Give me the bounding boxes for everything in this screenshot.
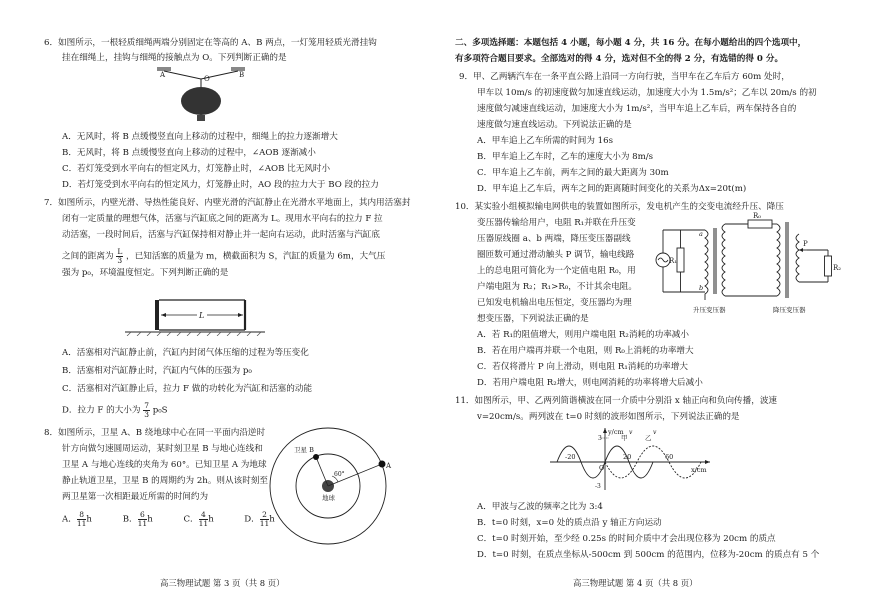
q11-label-n20: -20 [565,453,576,461]
q8-label-b: 卫星 B [294,446,314,454]
q7-option-c: C．活塞相对汽缸静止后，拉力 F 做的功转化为汽缸和活塞的动能 [62,384,313,394]
q10-option-d: D．若用户端电阻 R₂增大，则电网消耗的功率将增大后减小 [477,378,703,388]
section-heading-line2: 有多项符合题目要求。全部选对的得 4 分，选对但不全的得 2 分，有选错的得 0 分。 [455,54,784,64]
q11-label-p60: 60 [665,453,674,461]
q7-option-a: A．活塞相对汽缸静止前，汽缸内封闭气体压缩的过程为等压变化 [62,348,309,358]
q10-label-r1: R₁ [669,257,678,265]
q8-option-d-key: D． [244,514,260,525]
q8-stem-line5: 两卫星第一次相距最近所需的时间约为 [62,492,209,502]
q8-stem-line4: 静止轨道卫星，卫星 B 的周期约为 2h。则从该时刻至 [62,476,268,486]
q7-option-d-lead: D．拉力 F 的大小为 [62,405,141,416]
q11-label-v1: v [629,429,633,436]
q6-option-a: A．无风时，将 B 点缓慢竖直向上移动的过程中，细绳上的拉力逐渐增大 [62,132,338,142]
q7-frac-den: 3 [117,255,123,265]
q6-option-d: D．若灯笼受到水平向右的恒定风力，灯笼静止时，AO 段的拉力大于 BO 段的拉力 [62,180,379,190]
q9-option-b: B．甲车追上乙车时，乙车的速度大小为 8m/s [477,152,654,162]
q11-label-namp: -3 [595,483,601,490]
q8-label-earth: 地球 [322,494,335,502]
q11-wave-figure [545,424,715,494]
q8-c-unit: h [208,514,214,525]
q10-step-down-secondary [796,234,799,282]
q8-label-a: A [386,462,392,470]
q10-stem-line6: 户端电阻为 R₂；R₁>R₀，不计其余电阻。 [477,282,637,292]
q8-option-c [183,511,241,527]
q10-stem-line1: 10．某实验小组模拟输电网供电的装置如图所示，发电机产生的交变电流经升压、降压 [455,202,784,212]
q11-label-x: x/cm [691,466,707,474]
q7-option-d-fraction [143,402,150,418]
q10-stem-line7: 已知发电机输出电压恒定，变压器均为理 [477,298,632,308]
q8-d-den: 11 [259,518,270,528]
q8-stem-line3: 卫星 A 与地心连线的夹角为 60°。已知卫星 A 为地球 [62,460,267,470]
q10-label-step-down: 降压变压器 [773,306,806,314]
q10-step-up-secondary [722,224,725,296]
q8-satellite-a [379,461,386,468]
q10-option-a: A．若 R₁的阻值增大，则用户端电阻 R₂消耗的功率减小 [477,330,689,340]
q6-stem-line2: 挂在细绳上，挂钩与细绳的接触点为 O。下列判断正确的是 [62,53,287,63]
q11-label-yi: 乙 [645,434,652,442]
q8-option-a-fraction [77,511,87,527]
q10-stem-line4: 圈匝数可通过滑动触头 P 调节，输电线路 [477,250,635,260]
q8-a-den: 11 [76,518,87,528]
q10-step-up-primary [705,230,708,300]
q8-option-b-key: B． [122,514,138,525]
q6-option-b: B．无风时，将 B 点缓慢竖直向上移动的过程中，∠AOB 逐渐减小 [62,148,316,158]
q7-stem-line5: 强为 p₀，环境温度恒定。下列判断正确的是 [62,268,229,278]
q8-stem-line1: 8．如图所示，卫星 A、B 绕地球中心在同一平面内沿逆时 [44,428,266,438]
q6-rope-ao [164,71,201,79]
q8-label-angle: 60° [334,471,345,478]
q6-label-a: A [160,71,166,79]
q7-d-den: 3 [144,409,149,419]
q7-length-label: L [199,311,205,320]
q6-lantern-figure [155,65,255,125]
right-page-footer: 高三物理试题 第 4 页（共 8 页） [573,578,698,588]
q11-label-amp: 3 [598,435,602,442]
section-heading-line1: 二、多项选择题：本题包括 4 小题，每小题 4 分，共 16 分。在每小题给出的四个选项中， [455,38,807,48]
q7-d-num: 7 [144,401,149,410]
q8-b-unit: h [147,514,153,525]
q10-circuit-figure [653,210,845,320]
q11-option-b: B．t=0 时刻，x=0 处的质点沿 y 轴正方向运动 [477,518,662,528]
q8-option-c-key: C． [183,514,199,525]
q10-stem-line2: 变压器传输给用户，电阻 R₁并联在升压变 [477,218,636,228]
q8-c-den: 11 [198,518,209,528]
q8-option-a [62,511,120,527]
q10-stem-line8: 想变压器，下列说法正确的是 [477,314,589,324]
q10-stem-line3: 压器原线圈 a、b 两端，降压变压器副线 [477,234,631,244]
q11-option-d: D．t=0 时刻，在质点坐标从-500cm 到 500cm 的范围内，位移为-20cm 的质点有 5 个 [477,550,820,560]
q7-arrow-left [161,313,166,317]
q11-x-arrow [705,460,710,464]
q8-b-den: 11 [137,518,148,528]
q6-label-o: O [204,75,210,83]
q11-stem-line1: 11．如图所示，甲、乙两列简谐横波在同一介质中分别沿 x 轴正向和负向传播，波速 [455,396,778,406]
q10-option-c: C．若仅将滑片 P 向上滑动，则电阻 R₁消耗的功率增大 [477,362,688,372]
q7-ground-hatch [127,332,261,336]
q10-resistor-r0 [748,220,772,228]
q11-y-arrow [603,428,607,433]
q7-frac-num: L [117,247,123,256]
q11-option-a: A．甲波与乙波的频率之比为 3:4 [477,502,603,512]
q7-option-d [62,402,168,418]
q8-option-c-fraction [199,511,209,527]
q10-label-r0: R₀ [753,212,762,220]
q6-option-c: C．若灯笼受到水平向右的恒定风力，灯笼静止时，∠AOB 比无风时小 [62,164,331,174]
q10-option-b: B．若在用户端再并联一个电阻，则 R₀上消耗的功率增大 [477,346,694,356]
q8-b-num: 6 [138,511,148,520]
q7-piston [155,300,159,330]
q10-resistor-r2 [825,256,832,276]
q10-resistor-r1 [677,248,684,272]
q7-stem-line2: 闭有一定质量的理想气体，活塞与汽缸底之间的距离为 L。现用水平向右的拉力 F 拉 [62,214,383,224]
q8-c-num: 4 [199,511,209,520]
q11-label-jia: 甲 [621,434,628,442]
q7-stem-line3: 动活塞，一段时间后，活塞与汽缸保持相对静止并一起向右运动，此时活塞与汽缸底 [62,230,380,240]
q7-distance-lead: 之间的距离为 [62,251,114,262]
q8-option-b-fraction [138,511,148,527]
q8-a-num: 8 [77,511,87,520]
q7-stem-line4 [62,248,385,264]
left-page-footer: 高三物理试题 第 3 页（共 8 页） [160,578,285,588]
q6-label-b: B [239,71,245,79]
q8-option-b [123,511,181,527]
q6-lantern [181,87,221,115]
q11-label-y: y/cm [608,428,624,436]
q10-label-r2: R₂ [833,264,842,272]
q7-arrow-right [238,313,243,317]
q8-line-b [316,457,328,486]
q10-ac-symbol [658,258,668,262]
q10-slider-p-arrow [799,248,803,252]
q8-d-unit: h [269,514,275,525]
q9-option-a: A．甲车追上乙车所需的时间为 16s [477,136,614,146]
q11-label-p20: 20 [623,453,632,461]
q6-stem-line1: 6．如图所示，一根轻质细绳两端分别固定在等高的 A、B 两点，一灯笼用轻质光滑挂钩 [44,38,377,48]
q9-stem-line3: 速度做匀减速直线运动，加速度大小为 1m/s²，当甲车追上乙车后，两车保持各自的 [477,104,797,114]
q8-d-num: 2 [260,511,270,520]
q11-stem-line2: v=20cm/s。两列波在 t=0 时刻的波形如图所示，下列说法正确的是 [477,412,740,422]
q9-stem-line2: 甲车以 10m/s 的初速度做匀加速直线运动，加速度大小为 1.5m/s²；乙车以 20m/s 的初 [477,88,817,98]
q7-cylinder-figure [125,296,265,336]
q9-option-d: D．甲车追上乙车后，两车之间的距离随时间变化的关系为Δx=20t(m) [477,184,747,194]
q6-lantern-tassel [197,115,205,121]
q7-distance-fraction [116,248,123,264]
q10-label-step-up: 升压变压器 [693,306,726,314]
q8-option-a-key: A． [62,514,77,525]
q10-stem-line5: 上的总电阻可简化为一个定值电阻 R₀，用 [477,266,636,276]
q10-label-p: P [803,240,808,248]
q11-label-origin: O [599,464,605,472]
q8-satellite-b [313,454,319,460]
q7-option-d-tail: p₀S [152,405,168,416]
q8-orbit-figure [266,424,396,549]
q7-option-b: B．活塞相对汽缸静止时，汽缸内气体的压强为 p₀ [62,366,252,376]
q10-label-b: b [699,284,704,292]
q8-a-unit: h [86,514,92,525]
q10-label-a: a [699,230,703,238]
q9-stem-line4: 速度做匀速直线运动。下列说法正确的是 [477,120,632,130]
q10-step-down-primary [777,224,780,296]
q9-stem-line1: 9．甲、乙两辆汽车在一条平直公路上沿同一方向行驶，当甲车在乙车后方 60m 处时， [459,72,790,82]
q9-option-c: C．甲车追上乙车前，两车之间的最大距离为 30m [477,168,669,178]
q11-option-c: C．t=0 时刻开始，至少经 0.25s 的时间介质中才会出现位移为 20cm 的质点 [477,534,776,544]
q7-stem-line1: 7．如图所示，内壁光滑、导热性能良好、内壁光滑的汽缸静止在光滑水平地面上，其内用活塞封 [44,198,411,208]
q8-stem-line2: 针方向做匀速圆周运动，某时刻卫星 B 与地心连线和 [62,444,263,454]
q11-label-v2: v [653,429,657,436]
q7-distance-tail: ，已知活塞的质量为 m，横截面积为 S，汽缸的质量为 6m，大气压 [126,251,386,262]
